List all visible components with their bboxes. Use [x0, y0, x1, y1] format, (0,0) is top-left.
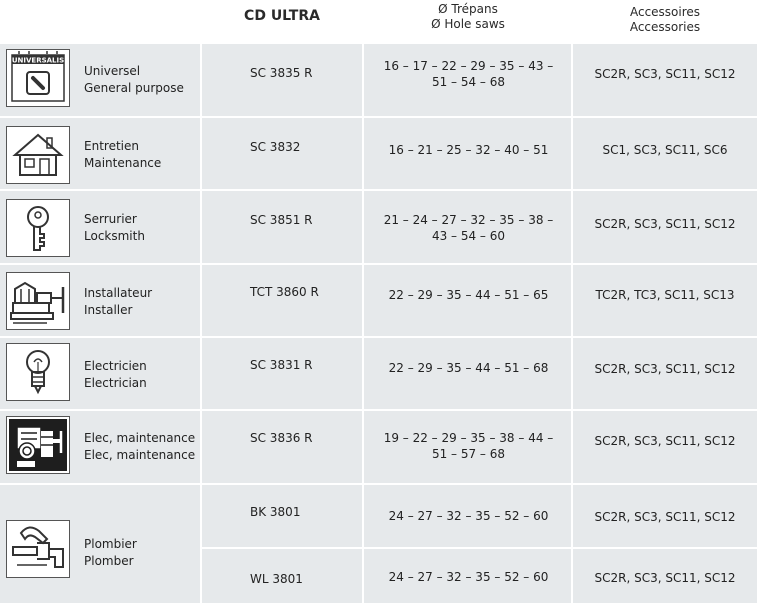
hole-saw-sizes: 21 – 24 – 27 – 32 – 35 – 38 – 43 – 54 – 60 — [383, 213, 554, 243]
category-label: Universel General purpose — [84, 64, 184, 95]
accessories-list: SC1, SC3, SC11, SC6 — [602, 143, 728, 157]
hole-saw-sizes: 19 – 22 – 29 – 35 – 38 – 44 – 51 – 57 – 68 — [383, 431, 554, 461]
model-code: SC 3831 R — [250, 358, 313, 372]
model-code: WL 3801 — [250, 572, 303, 586]
accessories-cell — [573, 191, 757, 263]
model-code: SC 3835 R — [250, 66, 313, 80]
header-trepans-fr: Ø Trépans — [438, 2, 498, 16]
header-cd-ultra: CD ULTRA — [244, 8, 320, 24]
hole-saw-sizes: 22 – 29 – 35 – 44 – 51 – 68 — [388, 361, 549, 375]
electric-maintenance-icon — [6, 416, 70, 474]
header-accessories — [573, 5, 757, 35]
sizes-cell — [364, 118, 573, 189]
accessories-cell — [573, 265, 757, 336]
model-cell — [202, 44, 364, 116]
model-cell — [202, 118, 364, 189]
table-row — [0, 44, 757, 116]
plumber-wrench-icon — [6, 520, 70, 578]
accessories-cell — [573, 44, 757, 116]
accessories-list: SC2R, SC3, SC11, SC12 — [594, 217, 736, 231]
sizes-cell — [364, 549, 573, 603]
category-cell — [0, 485, 202, 603]
category-cell — [0, 44, 202, 116]
category-label: Installateur Installer — [84, 286, 153, 317]
accessories-list: SC2R, SC3, SC11, SC12 — [594, 67, 736, 81]
table-row — [0, 118, 757, 189]
model-cell — [202, 549, 364, 603]
vise-icon — [6, 272, 70, 330]
svg-text:UNIVERSALIS: UNIVERSALIS — [11, 56, 65, 65]
model-cell — [202, 191, 364, 263]
hole-saw-sizes: 16 – 21 – 25 – 32 – 40 – 51 — [388, 143, 549, 157]
hole-saw-sizes: 16 – 17 – 22 – 29 – 35 – 43 – 51 – 54 – 68 — [383, 59, 554, 89]
hole-saw-sizes: 24 – 27 – 32 – 35 – 52 – 60 — [388, 570, 549, 584]
table-row — [0, 338, 757, 409]
model-code: BK 3801 — [250, 505, 301, 519]
category-label: Serrurier Locksmith — [84, 212, 145, 243]
accessories-list: TC2R, TC3, SC11, SC13 — [595, 288, 735, 302]
model-cell — [202, 265, 364, 336]
category-cell — [0, 411, 202, 483]
table-row — [0, 265, 757, 336]
sizes-cell — [364, 338, 573, 409]
accessories-cell — [573, 549, 757, 603]
table-row — [0, 191, 757, 263]
sizes-cell — [364, 191, 573, 263]
header-hole-saws — [364, 2, 572, 32]
key-icon — [6, 199, 70, 257]
header-acc-en: Accessories — [629, 20, 701, 34]
model-code: SC 3832 — [250, 140, 301, 154]
accessories-list: SC2R, SC3, SC11, SC12 — [594, 510, 736, 524]
accessories-list: SC2R, SC3, SC11, SC12 — [594, 571, 736, 585]
model-code: SC 3851 R — [250, 213, 313, 227]
model-cell — [202, 338, 364, 409]
accessories-cell — [573, 411, 757, 483]
category-cell — [0, 191, 202, 263]
accessories-cell — [573, 118, 757, 189]
table-header — [0, 0, 757, 44]
category-label: Electricien Electrician — [84, 359, 147, 390]
lightbulb-icon — [6, 343, 70, 401]
house-icon — [6, 126, 70, 184]
product-table — [0, 44, 757, 603]
sizes-cell — [364, 485, 573, 547]
header-trepans-en: Ø Hole saws — [431, 17, 505, 31]
sizes-cell — [364, 411, 573, 483]
universalis-icon — [6, 49, 70, 107]
model-code: SC 3836 R — [250, 431, 313, 445]
hole-saw-sizes: 22 – 29 – 35 – 44 – 51 – 65 — [388, 288, 549, 302]
model-cell — [202, 411, 364, 483]
accessories-cell — [573, 338, 757, 409]
table-row — [0, 411, 757, 483]
hole-saw-sizes: 24 – 27 – 32 – 35 – 52 – 60 — [388, 509, 549, 523]
category-cell — [0, 118, 202, 189]
category-cell — [0, 338, 202, 409]
sizes-cell — [364, 265, 573, 336]
category-label: Elec, maintenance Elec, maintenance — [84, 431, 196, 462]
category-label: Plombier Plomber — [84, 537, 137, 568]
sizes-cell — [364, 44, 573, 116]
model-code: TCT 3860 R — [250, 285, 319, 299]
model-cell — [202, 485, 364, 547]
accessories-list: SC2R, SC3, SC11, SC12 — [594, 434, 736, 448]
header-acc-fr: Accessoires — [629, 5, 701, 19]
table-row-plumber — [0, 485, 757, 603]
category-cell — [0, 265, 202, 336]
accessories-cell — [573, 485, 757, 547]
accessories-list: SC2R, SC3, SC11, SC12 — [594, 362, 736, 376]
category-label: Entretien Maintenance — [84, 139, 162, 170]
